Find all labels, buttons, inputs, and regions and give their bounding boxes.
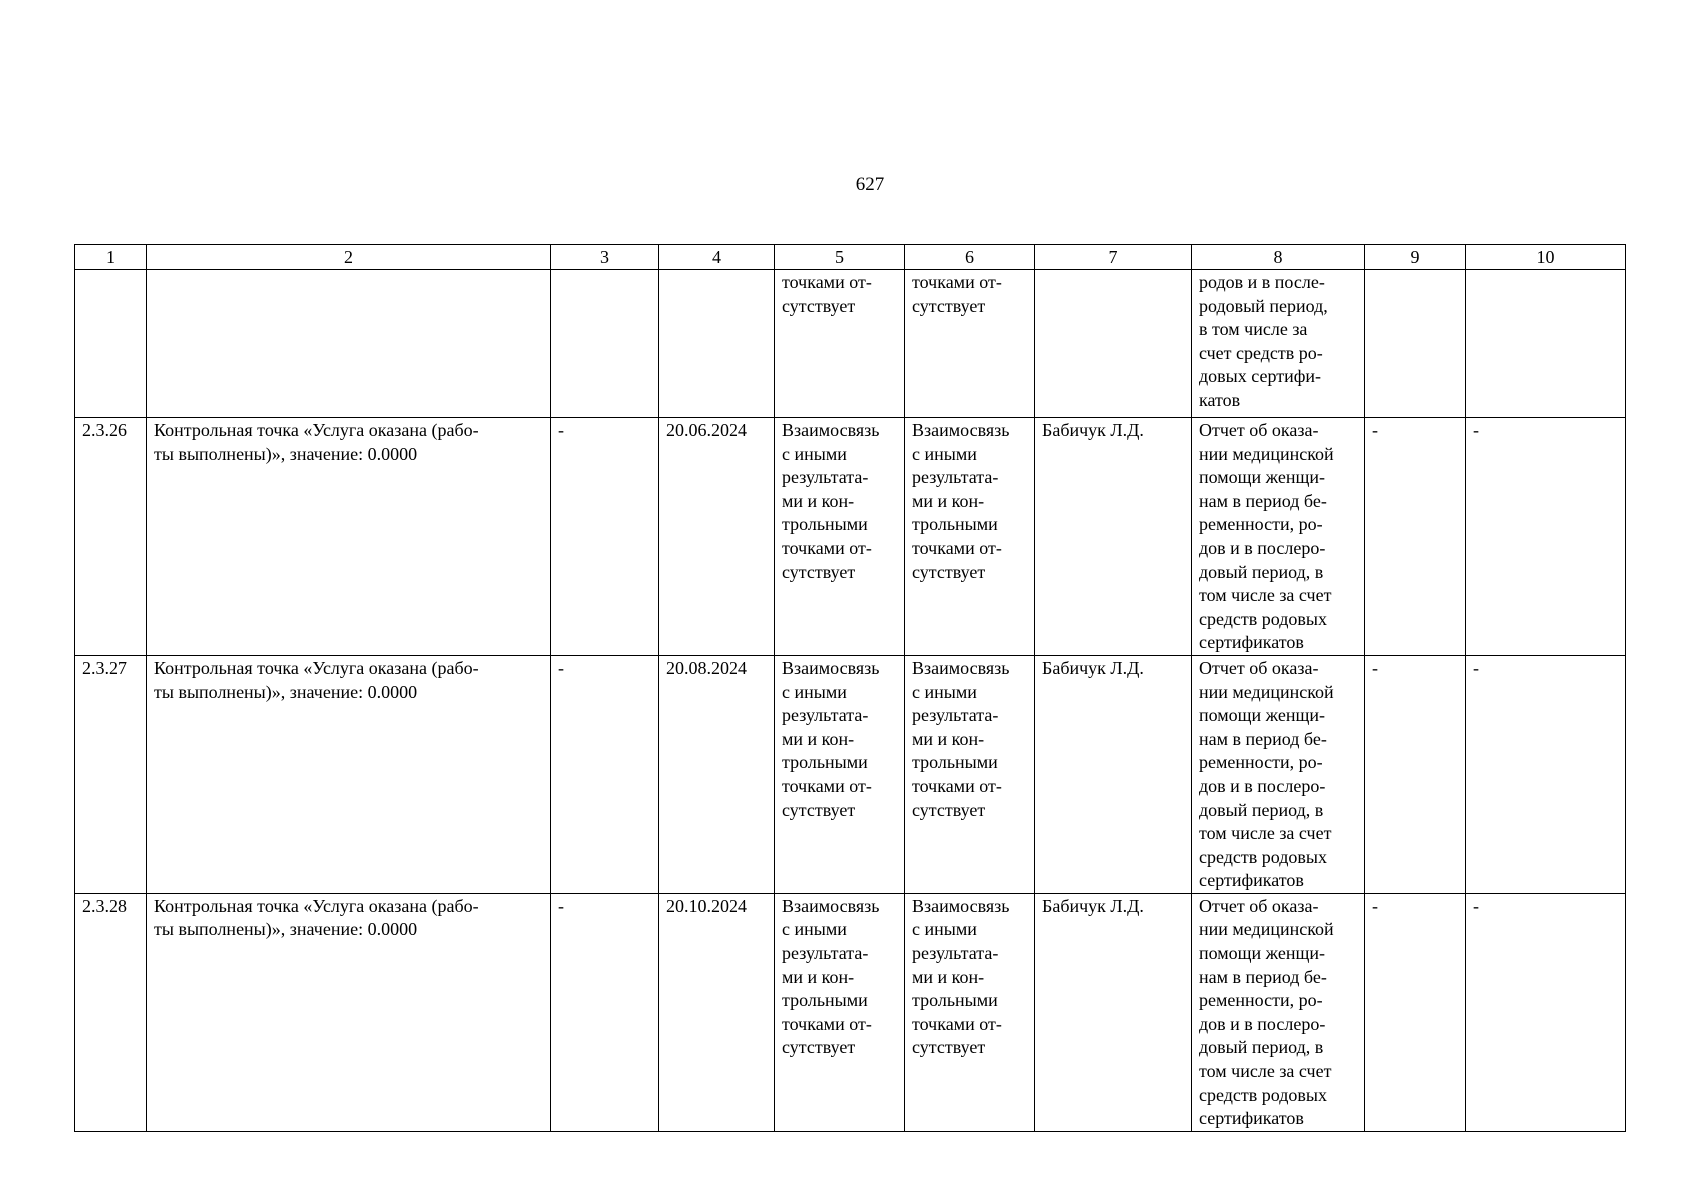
cell-line: нам в период бе- — [1199, 728, 1327, 749]
header-row — [75, 245, 1626, 270]
cell-line: сутствует — [782, 561, 856, 582]
cell-date: 20.06.2024 — [659, 418, 775, 656]
cell-col5 — [775, 270, 905, 418]
cell-line: нам в период бе- — [1199, 490, 1327, 511]
cell-line: дов и в послеро- — [1199, 1013, 1326, 1034]
cell-col3 — [551, 270, 659, 418]
cell-line: дов и в послеро- — [1199, 775, 1326, 796]
cell-line: точками от- — [912, 1013, 1002, 1034]
cell-name — [147, 270, 551, 418]
cell-line: результата- — [782, 467, 869, 488]
column-header-9: 9 — [1365, 245, 1466, 270]
cell-col10: - — [1466, 655, 1626, 893]
cell-line: точками от- — [782, 775, 872, 796]
cell-line: в том числе за — [1199, 319, 1308, 340]
cell-num — [75, 270, 147, 418]
cell-line: ми и кон- — [912, 966, 985, 987]
cell-line: Взаимосвязь — [782, 657, 880, 678]
cell-line: родовый период, — [1199, 295, 1328, 316]
cell-line: результата- — [782, 943, 869, 964]
cell-responsible — [1035, 270, 1192, 418]
table-row — [75, 418, 1626, 656]
cell-line: точками от- — [912, 775, 1002, 796]
cell-line: сутствует — [782, 295, 856, 316]
cell-line: Взаимосвязь — [782, 895, 880, 916]
cell-line: Взаимосвязь — [912, 657, 1010, 678]
cell-name — [147, 655, 551, 893]
cell-line: ременности, ро- — [1199, 990, 1323, 1011]
cell-line: с иными — [782, 919, 847, 940]
cell-col6 — [905, 270, 1035, 418]
cell-line: довых сертифи- — [1199, 366, 1322, 387]
cell-col6 — [905, 418, 1035, 656]
cell-col8 — [1192, 418, 1365, 656]
cell-name — [147, 893, 551, 1131]
cell-col8 — [1192, 270, 1365, 418]
cell-line: результата- — [912, 467, 999, 488]
cell-line: ми и кон- — [782, 490, 855, 511]
cell-line: том числе за счет — [1199, 1061, 1332, 1082]
cell-line: Взаимосвязь — [912, 420, 1010, 440]
cell-line: дов и в послеро- — [1199, 537, 1326, 558]
cell-col9: - — [1365, 655, 1466, 893]
cell-col3: - — [551, 655, 659, 893]
cell-line: трольными — [782, 514, 868, 535]
cell-line: помощи женщи- — [1199, 943, 1325, 964]
cell-line: нии медицинской — [1199, 681, 1334, 702]
cell-line: точками от- — [782, 537, 872, 558]
cell-num: 2.3.28 — [75, 893, 147, 1131]
table-row — [75, 655, 1626, 893]
column-header-7: 7 — [1035, 245, 1192, 270]
column-header-2: 2 — [147, 245, 551, 270]
cell-line: точками от- — [912, 272, 1002, 292]
cell-line: Контрольная точка «Услуга оказана (рабо- — [154, 657, 479, 678]
cell-line: счет средств ро- — [1199, 342, 1323, 363]
cell-line: сутствует — [782, 1037, 856, 1058]
cell-line: нии медицинской — [1199, 443, 1334, 464]
cell-date: 20.08.2024 — [659, 655, 775, 893]
cell-line: Контрольная точка «Услуга оказана (рабо- — [154, 895, 479, 916]
cell-date — [659, 270, 775, 418]
cell-line: Взаимосвязь — [912, 895, 1010, 916]
cell-col10: - — [1466, 418, 1626, 656]
cell-line: родов и в после- — [1199, 272, 1325, 292]
column-header-5: 5 — [775, 245, 905, 270]
cell-line: довый период, в — [1199, 1037, 1324, 1058]
cell-line: трольными — [782, 990, 868, 1011]
cell-responsible: Бабичук Л.Д. — [1035, 893, 1192, 1131]
continuation-row — [75, 270, 1626, 418]
cell-line: сертификатов — [1199, 1108, 1304, 1129]
cell-responsible: Бабичук Л.Д. — [1035, 655, 1192, 893]
cell-line: том числе за счет — [1199, 823, 1332, 844]
cell-responsible: Бабичук Л.Д. — [1035, 418, 1192, 656]
cell-line: ты выполнены)», значение: 0.0000 — [154, 919, 418, 940]
cell-line: сертификатов — [1199, 870, 1304, 891]
cell-col10 — [1466, 270, 1626, 418]
cell-col5 — [775, 418, 905, 656]
cell-line: довый период, в — [1199, 799, 1324, 820]
column-header-1: 1 — [75, 245, 147, 270]
column-header-6: 6 — [905, 245, 1035, 270]
column-header-10: 10 — [1466, 245, 1626, 270]
cell-col9: - — [1365, 418, 1466, 656]
column-header-3: 3 — [551, 245, 659, 270]
control-points-table — [74, 244, 1626, 1132]
cell-line: трольными — [912, 752, 998, 773]
cell-line: средств родовых — [1199, 608, 1327, 629]
cell-line: с иными — [912, 443, 977, 464]
cell-col3: - — [551, 418, 659, 656]
cell-line: результата- — [912, 705, 999, 726]
cell-line: ты выполнены)», значение: 0.0000 — [154, 443, 418, 464]
cell-num: 2.3.27 — [75, 655, 147, 893]
column-header-8: 8 — [1192, 245, 1365, 270]
cell-date: 20.10.2024 — [659, 893, 775, 1131]
cell-line: Взаимосвязь — [782, 420, 880, 440]
cell-line: ми и кон- — [782, 728, 855, 749]
cell-line: точками от- — [782, 1013, 872, 1034]
cell-line: трольными — [912, 514, 998, 535]
column-header-4: 4 — [659, 245, 775, 270]
cell-col8 — [1192, 893, 1365, 1131]
cell-line: Отчет об оказа- — [1199, 895, 1319, 916]
cell-col9: - — [1365, 893, 1466, 1131]
cell-col6 — [905, 655, 1035, 893]
cell-line: с иными — [782, 681, 847, 702]
cell-line: результата- — [782, 705, 869, 726]
cell-line: Отчет об оказа- — [1199, 420, 1319, 440]
cell-line: сутствует — [912, 295, 986, 316]
cell-line: сертификатов — [1199, 632, 1304, 653]
cell-line: средств родовых — [1199, 846, 1327, 867]
cell-line: катов — [1199, 389, 1241, 410]
cell-col10: - — [1466, 893, 1626, 1131]
cell-line: точками от- — [912, 537, 1002, 558]
cell-line: трольными — [912, 990, 998, 1011]
page-number: 627 — [855, 174, 885, 195]
cell-line: Контрольная точка «Услуга оказана (рабо- — [154, 420, 479, 440]
cell-line: сутствует — [912, 1037, 986, 1058]
cell-line: помощи женщи- — [1199, 467, 1325, 488]
cell-line: нии медицинской — [1199, 919, 1334, 940]
cell-line: помощи женщи- — [1199, 705, 1325, 726]
cell-line: ми и кон- — [912, 728, 985, 749]
cell-col8 — [1192, 655, 1365, 893]
cell-col3: - — [551, 893, 659, 1131]
cell-line: трольными — [782, 752, 868, 773]
cell-line: ми и кон- — [912, 490, 985, 511]
cell-line: с иными — [912, 681, 977, 702]
cell-line: результата- — [912, 943, 999, 964]
cell-line: ременности, ро- — [1199, 514, 1323, 535]
cell-col5 — [775, 893, 905, 1131]
cell-line: том числе за счет — [1199, 585, 1332, 606]
cell-name — [147, 418, 551, 656]
cell-col6 — [905, 893, 1035, 1131]
cell-col5 — [775, 655, 905, 893]
cell-line: ми и кон- — [782, 966, 855, 987]
cell-line: точками от- — [782, 272, 872, 292]
table-row — [75, 893, 1626, 1131]
cell-line: нам в период бе- — [1199, 966, 1327, 987]
cell-num: 2.3.26 — [75, 418, 147, 656]
cell-line: сутствует — [912, 561, 986, 582]
cell-line: ты выполнены)», значение: 0.0000 — [154, 681, 418, 702]
cell-line: Отчет об оказа- — [1199, 657, 1319, 678]
cell-line: средств родовых — [1199, 1084, 1327, 1105]
cell-line: с иными — [912, 919, 977, 940]
cell-line: сутствует — [782, 799, 856, 820]
cell-line: ременности, ро- — [1199, 752, 1323, 773]
cell-line: довый период, в — [1199, 561, 1324, 582]
cell-line: с иными — [782, 443, 847, 464]
cell-col9 — [1365, 270, 1466, 418]
cell-line: сутствует — [912, 799, 986, 820]
